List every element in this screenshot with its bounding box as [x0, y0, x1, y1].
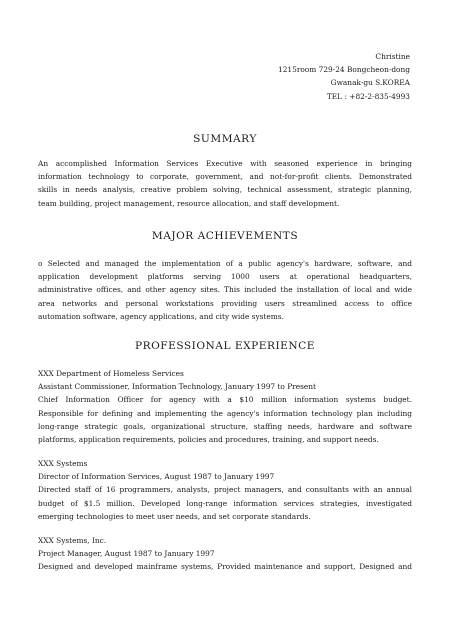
achievement-line: automation software, agency applications, and city wide systems. [38, 311, 284, 321]
contact-name: Christine [375, 52, 410, 61]
experience-org: XXX Systems, Inc. [38, 536, 107, 545]
experience-title: Director of Information Services, August 1987 to January 1997 [38, 472, 275, 482]
experience-line: long-range strategic goals, organizational structure, staffing needs, hardware and software [38, 421, 412, 431]
summary-line: skills in needs analysis, creative problem solving, technical assessment, strategic planning, [38, 185, 412, 195]
achievements-heading: MAJOR ACHIEVEMENTS [151, 230, 299, 242]
experience-title: Assistant Commissioner, Information Technology, January 1997 to Present [38, 382, 317, 392]
summary-line: information technology to corporate, government, and not-for-profit clients. Demonstrated [38, 172, 412, 182]
summary-line: team building, project management, resource allocation, and staff development. [38, 198, 340, 208]
experience-line: Directed staff of 16 programmers, analysts, project managers, and consultants with an annual [38, 485, 412, 495]
achievement-line: o Selected and managed the implementation of a public agency's hardware, software, and [38, 259, 412, 268]
experience-org: XXX Systems [38, 459, 88, 468]
experience-line: platforms, application requirements, policies and procedures, training, and support needs. [38, 435, 379, 445]
summary-heading: SUMMARY [193, 133, 257, 145]
contact-block [278, 50, 410, 103]
achievements-paragraph [38, 257, 412, 323]
experience-line: budget of $1.5 million. Developed long-range information services strategies, investigated [38, 498, 412, 508]
achievement-line: administrative offices, and other agency sites. This included the installation of local and wide [38, 285, 412, 295]
experience-entry-homeless-services [38, 367, 412, 446]
experience-line: Responsible for defining and implementing the agency's information technology plan including [38, 408, 412, 418]
contact-address-line-1: 1215room 729-24 Bongcheon-dong [278, 65, 410, 75]
experience-line: Chief Information Officer for agency with a $10 million information systems budget. [38, 395, 412, 405]
experience-entry-xxx-systems-inc [38, 534, 412, 574]
experience-entry-xxx-systems [38, 457, 412, 523]
achievement-line: application development platforms serving 1000 users at operational headquarters, [38, 272, 412, 282]
experience-title: Project Manager, August 1987 to January 1997 [38, 549, 215, 559]
experience-line: Designed and developed mainframe systems, Provided maintenance and support, Designed and [38, 562, 412, 572]
experience-line: emerging technologies to meet user needs, and set corporate standards. [38, 511, 311, 521]
contact-phone: TEL : +82-2-835-4993 [326, 91, 410, 101]
summary-paragraph [38, 157, 412, 210]
achievement-line: area networks and personal workstations providing users streamlined access to office [38, 298, 412, 308]
experience-org: XXX Department of Homeless Services [38, 369, 184, 378]
experience-heading: PROFESSIONAL EXPERIENCE [134, 340, 316, 352]
contact-address-line-2: Gwanak-gu S.KOREA [330, 78, 410, 88]
summary-line: An accomplished Information Services Executive with seasoned experience in bringing [38, 159, 412, 168]
